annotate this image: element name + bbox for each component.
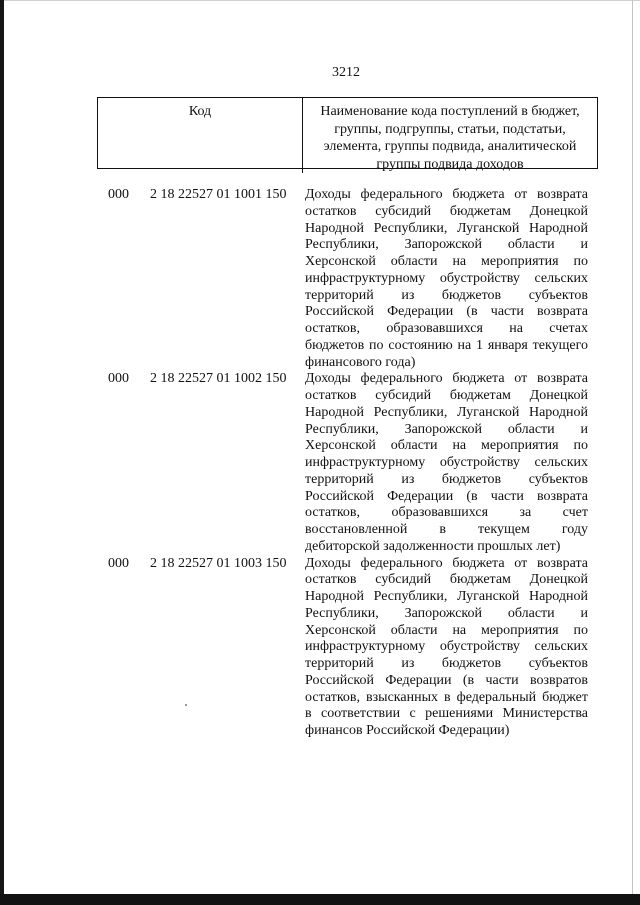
description-line: Херсонской области на мероприятия по — [305, 254, 588, 269]
description-line: восстановленной в текущем году — [305, 522, 588, 537]
description-line: Доходы федерального бюджета от возврата — [305, 555, 588, 571]
description-line: Российской Федерации (в части возвратов — [305, 672, 588, 688]
table-row — [0, 556, 640, 740]
name-header-line: группы подвида доходов — [376, 156, 524, 172]
description-line: Херсонской области на мероприятия по — [305, 438, 588, 454]
description-line: инфраструктурному обустройству сельских — [305, 639, 588, 655]
scan-edge-bottom — [0, 894, 640, 905]
description-line: Республики, Запорожской области и — [305, 605, 588, 621]
description-line: инфраструктурному обустройству сельских — [305, 455, 588, 470]
description-line: Народной Республики, Луганской Народной — [305, 220, 588, 236]
description-line: территорий из бюджетов субъектов — [305, 471, 588, 487]
description-line: в соответствии с решениями Министерства — [305, 706, 588, 722]
description-line: финансов Российской Федерации) — [305, 723, 510, 738]
description-line: Республики, Запорожской области и — [305, 237, 588, 253]
description-line: финансового года) — [305, 354, 416, 370]
page-number: 3212 — [332, 65, 360, 80]
description-line: инфраструктурному обустройству сельских — [305, 270, 588, 286]
description-line: остатков субсидий бюджетам Донецкой — [305, 203, 588, 219]
description-line: Народной Республики, Луганской Народной — [305, 404, 588, 420]
name-header-line: группы, подгруппы, статьи, подстатьи, — [334, 121, 566, 137]
table-row — [0, 187, 640, 371]
row-description — [305, 187, 588, 371]
row-code: 2 18 22527 01 1002 150 — [150, 371, 287, 387]
description-line: остатков субсидий бюджетам Донецкой — [305, 388, 588, 403]
description-line: Херсонской области на мероприятия по — [305, 622, 588, 638]
scan-edge-top — [0, 0, 640, 1]
table-header — [97, 97, 598, 172]
description-line: Российской Федерации (в части возврата — [305, 488, 588, 504]
description-line: территорий из бюджетов субъектов — [305, 656, 588, 671]
row-code: 2 18 22527 01 1001 150 — [150, 187, 287, 202]
description-line: Народной Республики, Луганской Народной — [305, 589, 588, 604]
table-row — [0, 371, 640, 555]
description-line: остатков, образовавшихся за счет — [305, 505, 588, 521]
description-line: Российской Федерации (в части возврата — [305, 304, 588, 320]
description-line: территорий из бюджетов субъектов — [305, 287, 588, 303]
row-prefix: 000 — [108, 371, 129, 387]
description-line: дебиторской задолженности прошлых лет) — [305, 538, 561, 554]
name-column-header — [303, 98, 597, 173]
description-line: остатков, взысканных в федеральный бюджет — [305, 689, 588, 705]
row-prefix: 000 — [108, 555, 129, 571]
description-line: Доходы федерального бюджета от возврата — [305, 371, 588, 387]
name-header-line: Наименование кода поступлений в бюджет, — [320, 104, 580, 119]
code-column-header: Код — [98, 98, 303, 173]
description-line: бюджетов по состоянию на 1 января текущего — [305, 337, 588, 353]
row-description — [305, 371, 588, 555]
table-body — [0, 187, 640, 740]
name-header-line: элемента, группы подвида, аналитической — [323, 139, 577, 154]
description-line: остатков, образовавшихся на счетах — [305, 321, 588, 336]
row-prefix: 000 — [108, 187, 129, 202]
description-line: Доходы федерального бюджета от возврата — [305, 187, 588, 202]
description-line: остатков субсидий бюджетам Донецкой — [305, 572, 588, 588]
row-description — [305, 556, 588, 740]
description-line: Республики, Запорожской области и — [305, 421, 588, 437]
row-code: 2 18 22527 01 1003 150 — [150, 555, 287, 571]
